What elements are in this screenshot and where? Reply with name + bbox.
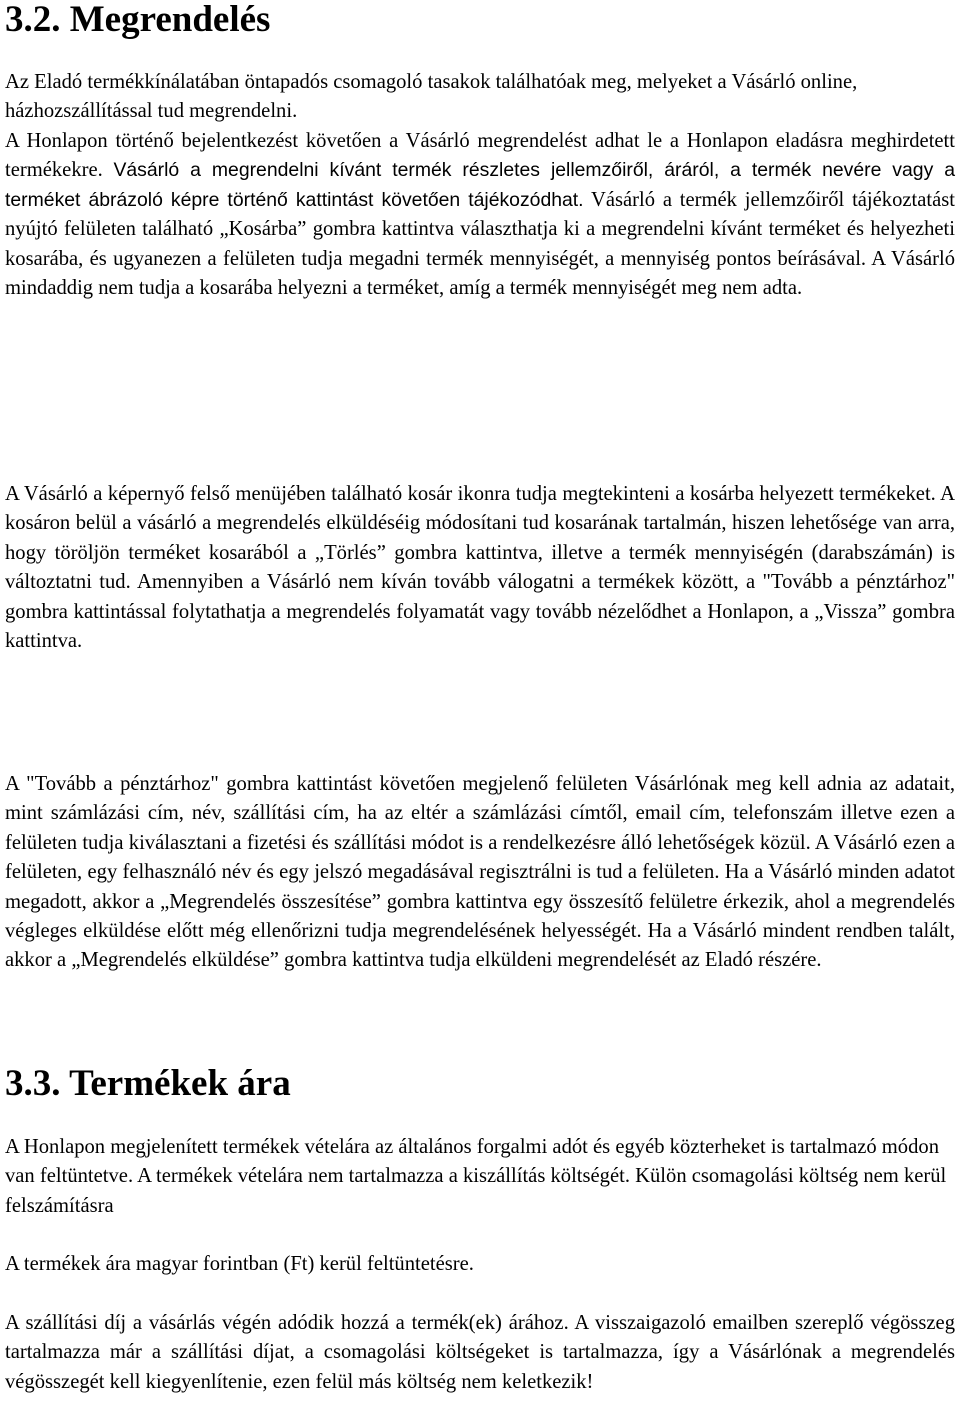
paragraph-cart: A Vásárló a képernyő felső menüjében található kosár ikonra tudja megtekinteni a kosárba helyezett termékeket. A kosáron belül a vásárló a megrendelés elküldéséig módosítani tud kosarának tartalmán, hiszen lehetősége van arra, hogy töröljön terméket kosarából a „Törlés” gombra kattintva, illetve a termék mennyiségén (darabszámán) is változtatni tud. Amennyiben a Vásárló nem kíván tovább válogatni a termékek között, a "Tovább a pénztárhoz" gombra kattintással folytathatja a megrendelés folyamatát vagy tovább nézelődhet a Honlapon, a „Vissza” gombra kattintva. xyxy=(5,483,955,653)
paragraph-ordering-part-2: Vásárló a megrendelni kívánt termék részletes jellemzőiről, áráról, a termék nevére vagy a terméket ábrázoló képre történő kattintást követően tájékozódhat. xyxy=(5,159,955,211)
paragraph-checkout: A "Tovább a pénztárhoz" gombra kattintást követően megjelenő felületen Vásárlónak meg kell adnia az adatait, mint számlázási cím, név, szállítási cím, ha az eltér a számlázási címtől, email cím, telefonszám illetve ezen a felületen tudja kiválasztani a fizetési és szállítási módot is a rendelkezésre álló lehetőségek közül. A Vásárló ezen a felületen, egy felhasználó név és egy jelszó megadásával regisztrálni is tud a felületen. Ha a Vásárló minden adatot megadott, akkor a „Megrendelés összesítése” gombra kattintva egy összesítő felületre érkezik, ahol a megrendelés végleges elküldése előtt még ellenőrizni tudja megrendelésének helyességét. Ha a Vásárló mindent rendben talált, akkor a „Megrendelés elküldése” gombra kattintva tudja elküldeni megrendelését az Eladó részére. xyxy=(5,773,955,972)
paragraph-price-currency: A termékek ára magyar forintban (Ft) kerül feltüntetésre. xyxy=(5,1253,474,1275)
paragraph-price-vat: A Honlapon megjelenített termékek vételára az általános forgalmi adót és egyéb közterheket is tartalmazó módon van feltüntetve. A termékek vételára nem tartalmazza a kiszállítás költségét. Külön csomagolási költség nem kerül felszámításra xyxy=(5,1136,947,1217)
paragraph-ordering-part-1: A Honlapon történő bejelentkezést követően a Vásárló megrendelést adhat le a Honlapon eladásra meghirdetett termékekre. xyxy=(5,130,955,182)
paragraph-intro: Az Eladó termékkínálatában öntapadós csomagoló tasakok találhatóak meg, melyeket a Vásárló online, házhozszállítással tud megrendelni. xyxy=(5,71,858,123)
paragraph-ordering-part-3: Vásárló a termék jellemzőiről tájékoztatást nyújtó felületen található „Kosárba” gombra kattintva választhatja ki a megrendelni kívánt terméket és helyezheti kosarába, és ugyanezen a felületen tudja megadni termék mennyiségét, a mennyiség pontos beírásával. A Vásárló mindaddig nem tudja a kosarába helyezni a terméket, amíg a termék mennyiségét meg nem adta. xyxy=(5,188,955,300)
paragraph-ordering xyxy=(5,127,955,303)
section-heading-3-2: 3.2. Megrendelés xyxy=(5,0,271,40)
paragraph-shipping-fee: A szállítási díj a vásárlás végén adódik hozzá a termék(ek) árához. A visszaigazoló emailben szereplő végösszeg tartalmazza már a szállítási díjat, a csomagolási költségeket is tartalmazza, így a Vásárlónak a megrendelés végösszegét kell kiegyenlítenie, ezen felül más költség nem keletkezik! xyxy=(5,1312,955,1393)
section-heading-3-3: 3.3. Termékek ára xyxy=(5,1063,291,1104)
